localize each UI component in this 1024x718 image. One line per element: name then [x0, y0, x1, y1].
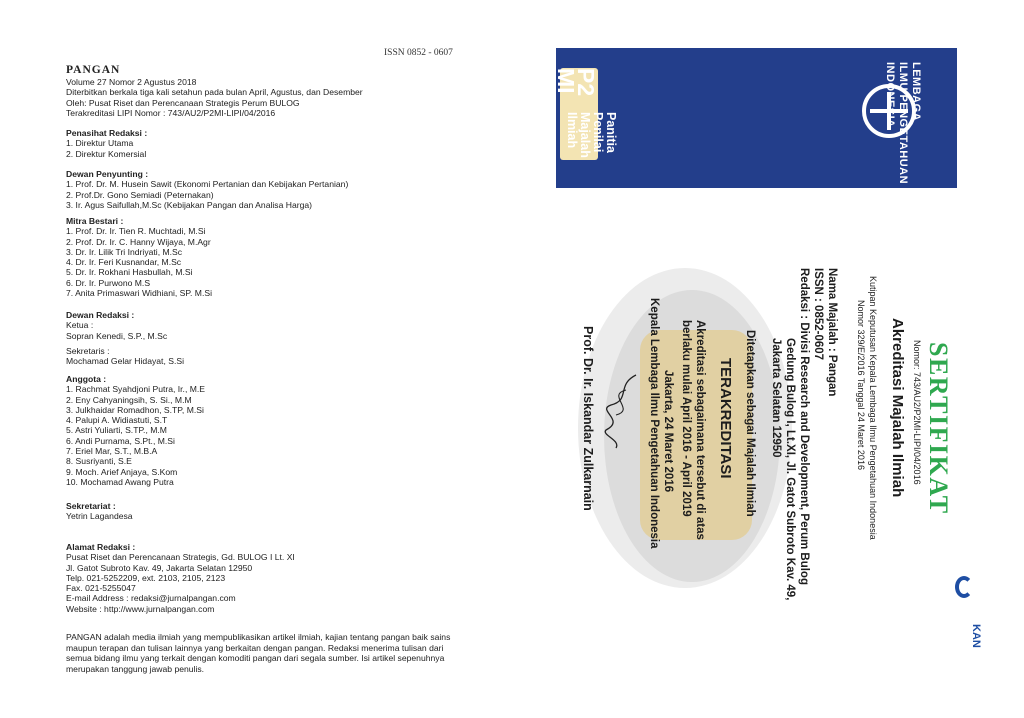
- list-item: 1. Prof. Dr. M. Husein Sawit (Ekonomi Pertanian dan Kebijakan Pertanian): [66, 179, 349, 190]
- section-heading: Dewan Penyunting :: [66, 169, 149, 179]
- certificate-subtitle: Akreditasi Majalah Ilmiah: [889, 318, 906, 498]
- section-heading: Anggota :: [66, 374, 107, 384]
- panitia-line: Majalah: [578, 112, 592, 158]
- magazine-meta: [66, 77, 363, 118]
- issn-label: ISSN 0852 - 0607: [384, 48, 453, 58]
- section-heading: Sekretariat :: [66, 501, 116, 511]
- panitia-line: Panitia: [604, 112, 618, 153]
- section-anggota: [66, 374, 205, 487]
- list-item: 4. Dr. Ir. Feri Kusnandar, M.Sc: [66, 257, 182, 268]
- list-item: 2. Prof.Dr. Gono Semiadi (Peternakan): [66, 189, 214, 200]
- accreditation-status: TERAKREDITASI: [717, 358, 734, 479]
- field-nama: Nama Majalah : Pangan: [826, 268, 838, 397]
- section-sekretariat: [66, 501, 133, 522]
- meta-line: Oleh: Pusat Riset dan Perencanaan Strategis Perum BULOG: [66, 97, 300, 108]
- list-item: Website : http://www.jurnalpangan.com: [66, 603, 215, 614]
- accreditation-logo-icon: [955, 576, 973, 598]
- meta-line: Terakreditasi LIPI Nomor : 743/AU2/P2MI-LIPI/04/2016: [66, 107, 276, 118]
- certificate-decree-number: Nomor 329/E/2016 Tanggal 24 Maret 2016: [856, 300, 866, 470]
- lipi-line: LEMBAGA: [910, 62, 922, 122]
- signature-date: Jakarta, 24 Maret 2016: [662, 370, 674, 493]
- list-item: 7. Anita Primaswari Widhiani, SP. M.Si: [66, 288, 212, 299]
- list-item: Yetrin Lagandesa: [66, 511, 133, 522]
- list-item: 2. Eny Cahyaningsih, S. Si., M.M: [66, 394, 192, 405]
- signature-icon: [596, 370, 646, 450]
- magazine-title: PANGAN: [66, 64, 121, 76]
- list-item: Sopran Kenedi, S.P., M.Sc: [66, 330, 168, 341]
- section-heading: Mitra Bestari :: [66, 216, 124, 226]
- lipi-name: [883, 62, 922, 184]
- signer-title: Kepala Lembaga Ilmu Pengetahuan Indonesia: [648, 298, 660, 549]
- section-heading: Dewan Redaksi :: [66, 310, 135, 320]
- kan-logo: KAN: [970, 624, 982, 648]
- list-item: Jl. Gatot Subroto Kav. 49, Jakarta Selatan 12950: [66, 562, 253, 573]
- panitia-line: Ilmiah: [565, 112, 579, 149]
- list-item: 6. Andi Purnama, S.Pt., M.Si: [66, 435, 175, 446]
- field-redaksi-line2: Gedung Bulog I, Lt.XI, Jl. Gatot Subroto Kav. 49,: [784, 338, 796, 601]
- list-item: 4. Palupi A. Widiastuti, S.T: [66, 415, 168, 426]
- list-item: 2. Direktur Komersial: [66, 148, 147, 159]
- certificate-title: SERTIFIKAT: [924, 342, 953, 515]
- list-item: 1. Prof. Dr. Ir. Tien R. Muchtadi, M.Si: [66, 226, 206, 237]
- list-item: 8. Susriyanti, S.E: [66, 456, 132, 467]
- list-item: Sekretaris :: [66, 345, 110, 356]
- list-item: 9. Moch. Arief Anjaya, S.Kom: [66, 466, 178, 477]
- mi-label: MI: [553, 68, 579, 94]
- list-item: 10. Mochamad Awang Putra: [66, 476, 174, 487]
- section-penyunting: [66, 169, 348, 210]
- section-heading: Alamat Redaksi :: [66, 542, 136, 552]
- panitia-label: [565, 112, 617, 158]
- magazine-description: PANGAN adalah media ilmiah yang mempublikasikan artikel ilmiah, kajian tentang pangan baik sains maupun terapan dan tulisan lainnya yang berkaitan dengan pangan. Redaksi menerima tulisan dari semua bidang ilmu yang terkait dengan komoditi pangan dari segala sumber. Isi artikel sepenuhnya merupakan tanggung jawab penulis.: [66, 632, 451, 674]
- accreditation-note: Akreditasi sebagaimana tersebut di atas: [694, 320, 706, 540]
- list-item: 3. Julkhaidar Romadhon, S.TP, M.Si: [66, 404, 204, 415]
- lipi-line: INDONESIA: [884, 62, 896, 128]
- list-item: 5. Astri Yuliarti, S.TP., M.M: [66, 425, 167, 436]
- field-redaksi-line3: Jakarta Selatan 12950: [770, 338, 782, 458]
- list-item: 1. Direktur Utama: [66, 138, 134, 149]
- certificate-decree: Kutipan Keputusan Kepala Lembaga Ilmu Pengetahuan Indonesia: [868, 276, 878, 540]
- list-item: 7. Eriel Mar, S.T., M.B.A: [66, 446, 158, 457]
- meta-line: Diterbitkan berkala tiga kali setahun pada bulan April, Agustus, dan Desember: [66, 87, 363, 98]
- accreditation-period: berlaku mulai April 2016 - April 2019: [680, 320, 692, 517]
- section-heading: Penasihat Redaksi :: [66, 128, 148, 138]
- list-item: Telp. 021-5252209, ext. 2103, 2105, 2123: [66, 572, 226, 583]
- certificate-number: Nomor: 743/AU2/P2MI-LIPI/04/2016: [912, 340, 922, 485]
- field-issn: ISSN : 0852-0607: [812, 268, 824, 361]
- section-mitra: [66, 216, 212, 298]
- section-dewan-redaksi: [66, 310, 184, 366]
- list-item: E-mail Address : redaksi@jurnalpangan.com: [66, 593, 236, 604]
- meta-line: Volume 27 Nomor 2 Agustus 2018: [66, 77, 197, 87]
- p2-label: P2: [573, 68, 599, 97]
- list-item: 1. Rachmat Syahdjoni Putra, Ir., M.E: [66, 384, 205, 395]
- list-item: Mochamad Gelar Hidayat, S.Si: [66, 356, 184, 367]
- list-item: 3. Ir. Agus Saifullah,M.Sc (Kebijakan Pangan dan Analisa Harga): [66, 199, 313, 210]
- list-item: 6. Dr. Ir. Purwono M.S: [66, 277, 151, 288]
- list-item: 2. Prof. Dr. Ir. C. Hanny Wijaya, M.Agr: [66, 236, 211, 247]
- lipi-line: ILMU PENGETAHUAN: [897, 62, 909, 185]
- list-item: 5. Dr. Ir. Rokhani Hasbullah, M.Si: [66, 267, 193, 278]
- list-item: Fax. 021-5255047: [66, 583, 136, 594]
- list-item: Pusat Riset dan Perencanaan Strategis, Gd. BULOG I Lt. XI: [66, 552, 295, 563]
- certificate-designation: Ditetapkan sebagai Majalah Ilmiah: [744, 330, 756, 517]
- field-redaksi: Redaksi : Divisi Research and Development, Perum Bulog: [798, 268, 810, 585]
- list-item: Ketua :: [66, 320, 94, 331]
- section-penasihat: [66, 128, 147, 159]
- list-item: 3. Dr. Ir. Lilik Tri Indriyati, M.Sc: [66, 246, 183, 257]
- signer-name: Prof. Dr. Ir. Iskandar Zulkarnain: [581, 326, 595, 511]
- panitia-line: Penilai: [591, 112, 605, 153]
- section-alamat: [66, 542, 295, 614]
